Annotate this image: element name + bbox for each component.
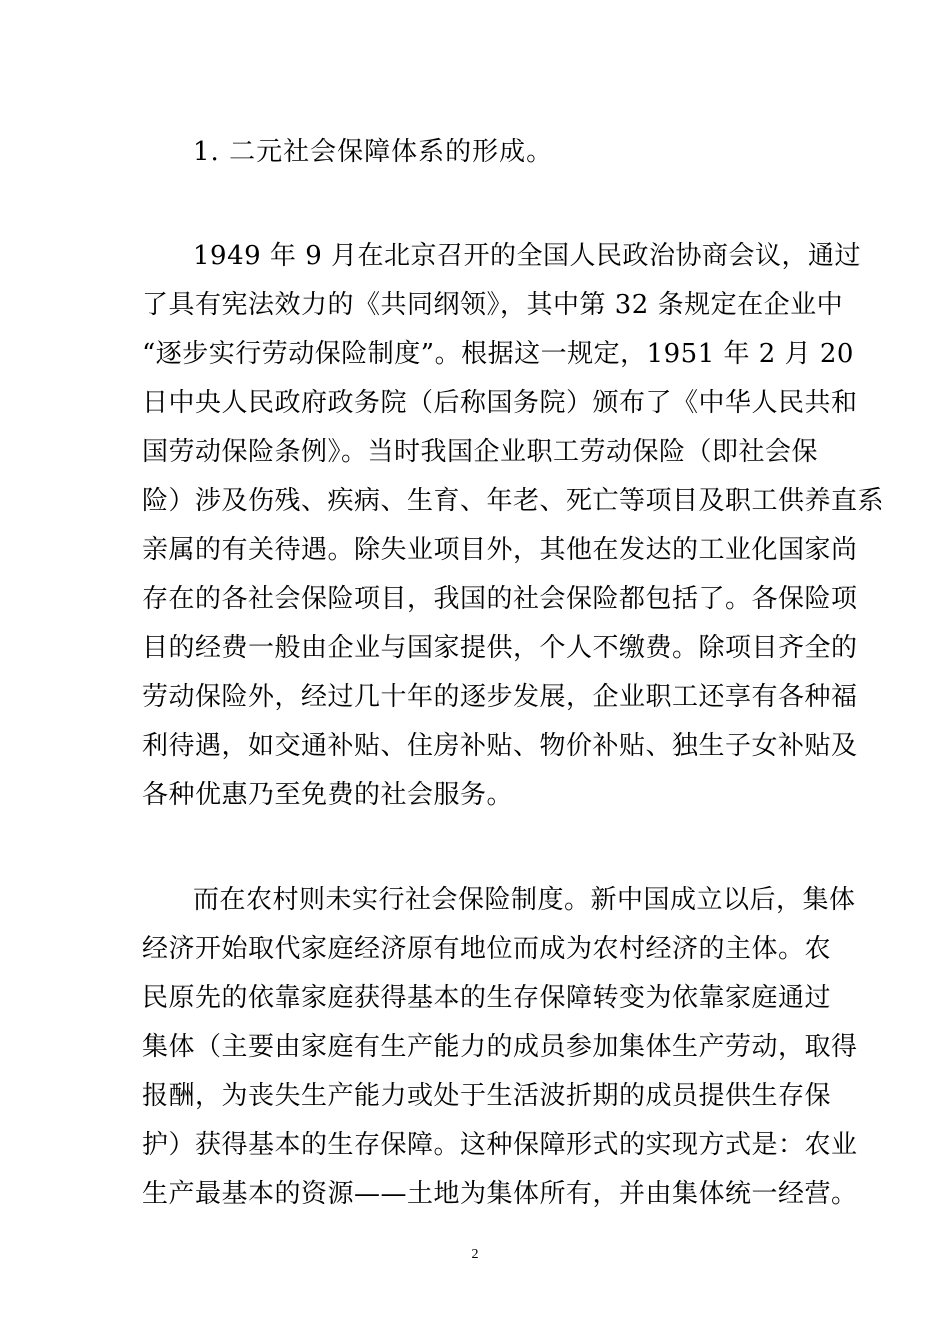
paragraph-line: 亲属的有关待遇。除失业项目外，其他在发达的工业化国家尚 [142,535,858,565]
paragraph-line: 劳动保险外，经过几十年的逐步发展，企业职工还享有各种福 [142,682,858,712]
paragraph-line: “逐步实行劳动保险制度”。根据这一规定，1951 年 2 月 20 [142,339,854,369]
paragraph-line: 利待遇，如交通补贴、住房补贴、物价补贴、独生子女补贴及 [142,731,858,761]
paragraph-line: 险）涉及伤残、疾病、生育、年老、死亡等项目及职工供养直系 [142,486,885,516]
paragraph-line: 民原先的依靠家庭获得基本的生存保障转变为依靠家庭通过 [142,983,832,1013]
paragraph-line: 1949 年 9 月在北京召开的全国人民政治协商会议，通过 [193,241,862,271]
paragraph-line: 护）获得基本的生存保障。这种保障形式的实现方式是：农业 [142,1130,858,1160]
paragraph-line: 存在的各社会保险项目，我国的社会保险都包括了。各保险项 [142,584,858,614]
paragraph-line: 报酬，为丧失生产能力或处于生活波折期的成员提供生存保 [142,1081,832,1111]
page-number: 2 [471,1247,479,1262]
section-heading: 1. 二元社会保障体系的形成。 [193,137,554,167]
paragraph-line: 各种优惠乃至免费的社会服务。 [142,780,514,810]
paragraph-line: 了具有宪法效力的《共同纲领》，其中第 32 条规定在企业中 [142,290,844,320]
paragraph-line: 而在农村则未实行社会保险制度。新中国成立以后，集体 [193,885,856,915]
paragraph-line: 经济开始取代家庭经济原有地位而成为农村经济的主体。农 [142,934,832,964]
paragraph-line: 集体（主要由家庭有生产能力的成员参加集体生产劳动，取得 [142,1032,858,1062]
paragraph-line: 日中央人民政府政务院（后称国务院）颁布了《中华人民共和 [142,388,858,418]
paragraph-line: 国劳动保险条例》。当时我国企业职工劳动保险（即社会保 [142,437,819,467]
paragraph-line: 目的经费一般由企业与国家提供，个人不缴费。除项目齐全的 [142,633,858,663]
paragraph-line: 生产最基本的资源——土地为集体所有，并由集体统一经营。 [142,1179,858,1209]
